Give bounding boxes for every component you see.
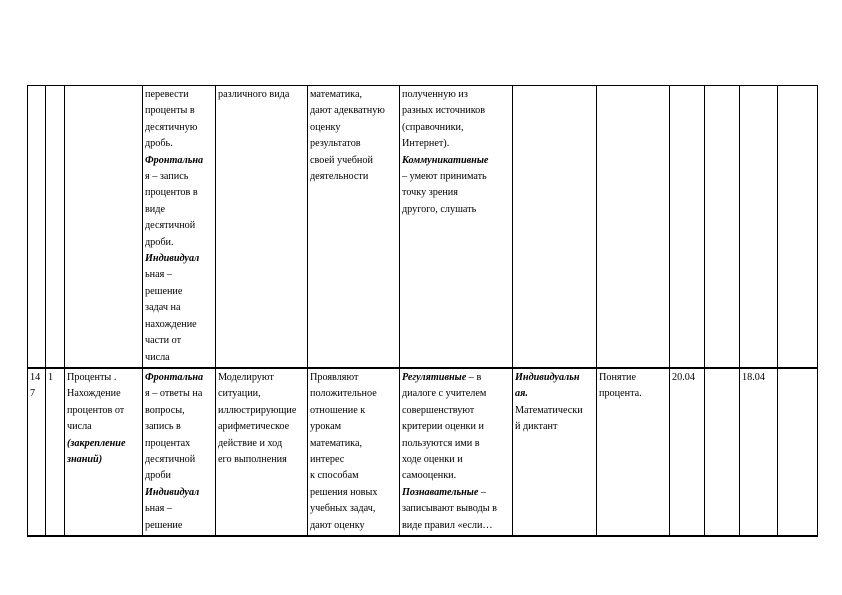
cell-line: интерес bbox=[310, 454, 345, 466]
cell-line: учебных задач, bbox=[310, 503, 376, 515]
cell-line: к способам bbox=[310, 470, 359, 482]
table-row bbox=[28, 86, 818, 369]
date-plan-extra-cell bbox=[705, 368, 740, 536]
cell-line: Фронтальна bbox=[145, 154, 204, 166]
cell-line: полученную из bbox=[402, 89, 468, 100]
cell-line: виде правил «если… bbox=[402, 519, 493, 531]
cell-line: процентов от bbox=[67, 404, 125, 416]
cell-line: арифметическое bbox=[218, 421, 290, 433]
cell-line: Коммуникативные bbox=[402, 154, 489, 166]
cell-line: решения новых bbox=[310, 486, 378, 498]
cell-line: диалоге с учителем bbox=[402, 388, 487, 400]
concepts-cell bbox=[597, 368, 670, 536]
cell-line: дробь. bbox=[145, 138, 173, 150]
cell-line: Проценты . bbox=[67, 372, 117, 383]
date-plan-cell: 20.04 bbox=[670, 368, 705, 536]
cell-line: ьная – bbox=[145, 503, 172, 515]
cell-line: другого, слушать bbox=[402, 203, 477, 215]
cell-line: ситуации, bbox=[218, 388, 261, 400]
cell-line: Регулятивные – в bbox=[402, 372, 482, 383]
cell-line: действие и ход bbox=[218, 437, 283, 449]
table-row bbox=[28, 368, 818, 536]
cell-line: иллюстрирующие bbox=[218, 404, 297, 416]
meta-results-cell bbox=[400, 86, 513, 369]
lesson-plan-table bbox=[27, 85, 818, 537]
date-fact-extra-cell bbox=[778, 368, 818, 536]
cell-line: виде bbox=[145, 203, 165, 215]
cell-line: 14 bbox=[30, 372, 41, 383]
control-cell bbox=[513, 86, 597, 369]
cell-line: задач на bbox=[145, 302, 181, 314]
cell-line: Индивидуальн bbox=[515, 372, 580, 383]
cell-line: проценты в bbox=[145, 105, 195, 117]
topic-cell bbox=[65, 368, 143, 536]
cell-line: я – запись bbox=[145, 171, 189, 183]
cell-line: урокам bbox=[310, 421, 342, 433]
topic-cell bbox=[65, 86, 143, 369]
cell-line: (справочники, bbox=[402, 121, 464, 133]
cell-line: дроби. bbox=[145, 236, 174, 248]
hours-cell bbox=[46, 86, 65, 369]
cell-line: й диктант bbox=[515, 421, 558, 433]
cell-line: оценку bbox=[310, 121, 341, 133]
cell-line: вопросы, bbox=[145, 404, 185, 416]
cell-line: Фронтальна bbox=[145, 372, 204, 383]
cell-line: Проявляют bbox=[310, 372, 359, 383]
cell-line: дают оценку bbox=[310, 519, 365, 531]
cell-line: десятичную bbox=[145, 121, 198, 133]
cell-line: отношение к bbox=[310, 404, 366, 416]
cell-line: решение bbox=[145, 285, 183, 297]
cell-line: математика, bbox=[310, 437, 363, 449]
cell-line: десятичной bbox=[145, 454, 196, 466]
cell-line: Понятие bbox=[599, 372, 637, 383]
activity-cell bbox=[143, 86, 216, 369]
cell-line: Познавательные – bbox=[402, 486, 487, 498]
cell-line: запись в bbox=[145, 421, 181, 433]
date-plan-extra-cell bbox=[705, 86, 740, 369]
date-fact-extra-cell bbox=[778, 86, 818, 369]
cell-line: записывают выводы в bbox=[402, 503, 497, 515]
cell-line: дают адекватную bbox=[310, 105, 385, 117]
cell-line: критерии оценки и bbox=[402, 421, 484, 433]
cell-line: десятичной bbox=[145, 220, 196, 232]
cell-line: перевести bbox=[145, 89, 189, 100]
cell-line: части от bbox=[145, 335, 182, 347]
cell-line: Индивидуал bbox=[145, 486, 200, 498]
subject-results-cell bbox=[216, 86, 308, 369]
cell-line: процентов в bbox=[145, 187, 198, 199]
cell-line: Интернет). bbox=[402, 138, 450, 150]
cell-line: процента. bbox=[599, 388, 642, 400]
cell-line: числа bbox=[145, 351, 170, 363]
cell-line: результатов bbox=[310, 138, 361, 150]
cell-line: разных источников bbox=[402, 105, 486, 117]
personal-results-cell bbox=[308, 86, 400, 369]
cell-line: Нахождение bbox=[67, 388, 121, 400]
cell-line: нахождение bbox=[145, 318, 197, 330]
cell-line: математика, bbox=[310, 89, 363, 100]
cell-line: положительное bbox=[310, 388, 377, 400]
lesson-number-cell bbox=[28, 86, 46, 369]
hours-cell: 1 bbox=[46, 368, 65, 536]
control-cell bbox=[513, 368, 597, 536]
cell-line: его выполнения bbox=[218, 454, 287, 466]
cell-line: 7 bbox=[30, 388, 36, 400]
meta-results-cell bbox=[400, 368, 513, 536]
cell-line: ьная – bbox=[145, 269, 172, 281]
cell-line: дроби bbox=[145, 470, 172, 482]
cell-line: – умеют принимать bbox=[402, 171, 487, 183]
cell-line: точку зрения bbox=[402, 187, 458, 199]
cell-line: знаний) bbox=[67, 454, 103, 466]
cell-line: Индивидуал bbox=[145, 253, 200, 265]
cell-line: ая. bbox=[515, 388, 528, 400]
subject-results-cell bbox=[216, 368, 308, 536]
date-plan-cell bbox=[670, 86, 705, 369]
cell-line: Математически bbox=[515, 404, 583, 416]
cell-line: Моделируют bbox=[218, 372, 274, 383]
cell-line: числа bbox=[67, 421, 92, 433]
cell-line: я – ответы на bbox=[145, 388, 203, 400]
cell-line: своей учебной bbox=[310, 154, 373, 166]
concepts-cell bbox=[597, 86, 670, 369]
cell-line: деятельности bbox=[310, 171, 369, 183]
cell-line: пользуются ими в bbox=[402, 437, 480, 449]
cell-line: совершенствуют bbox=[402, 404, 475, 416]
cell-line: процентах bbox=[145, 437, 191, 449]
cell-line: решение bbox=[145, 519, 183, 531]
cell-line: (закрепление bbox=[67, 437, 126, 449]
personal-results-cell bbox=[308, 368, 400, 536]
activity-cell bbox=[143, 368, 216, 536]
date-fact-cell: 18.04 bbox=[740, 368, 778, 536]
date-fact-cell bbox=[740, 86, 778, 369]
cell-line: ходе оценки и bbox=[402, 454, 463, 466]
cell-line: различного вида bbox=[218, 89, 290, 100]
lesson-number-cell bbox=[28, 368, 46, 536]
cell-line: самооценки. bbox=[402, 470, 457, 482]
